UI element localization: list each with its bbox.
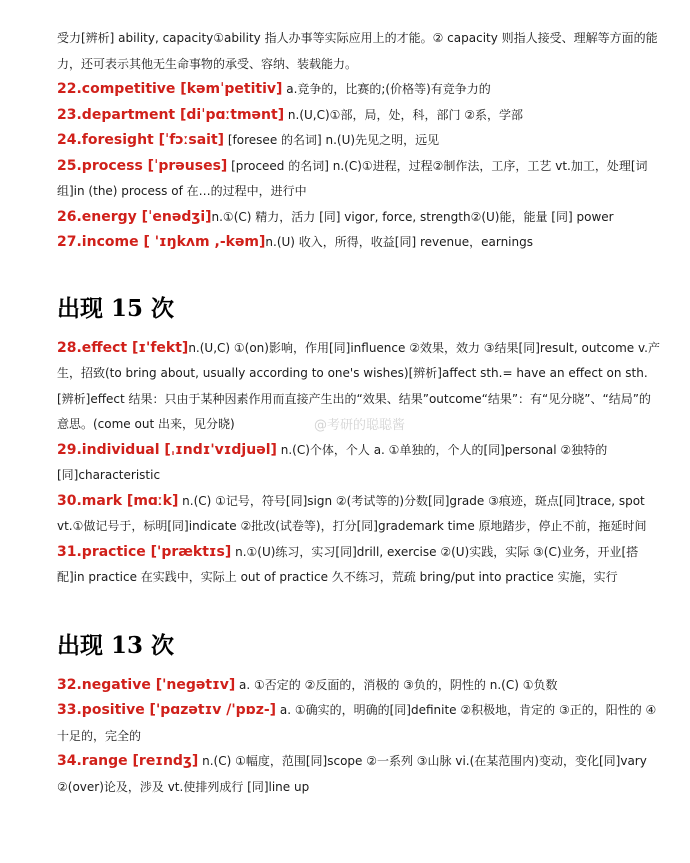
word-head: 25.process [ˈprəuses] <box>57 157 228 174</box>
watermark-text: @考研的聪聪酱 <box>314 418 406 433</box>
word-entry <box>57 77 660 103</box>
word-definition: n.(U) 收入，所得，收益[同] revenue，earnings <box>265 235 533 249</box>
word-group-3 <box>57 673 660 801</box>
word-entry <box>57 438 660 489</box>
word-definition: n.①(U)练习，实习[同]drill, exercise ②(U)实践，实际 ③(C)业务，开业[搭配]in practice 在实践中，实际上 out of practice 久不练习，荒疏 bring/put into practice 实施，实行 <box>57 544 639 584</box>
section-title-15: 出现 15 次 <box>57 294 175 322</box>
word-group-2 <box>57 336 660 591</box>
intro-paragraph: 受力[辨析] ability, capacity①ability 指人办事等实际应用上的才能。② capacity 则指人接受、理解等方面的能力，还可表示其他无生命事物的承受、容纳、装载能力。 <box>57 31 658 71</box>
word-definition: [proceed 的名词] n.(C)①进程，过程②制作法，工序，工艺 vt.加工，处理[词组]in (the) process of 在…的过程中，进行中 <box>57 158 648 198</box>
word-entry <box>57 336 660 438</box>
word-entry <box>57 205 660 231</box>
word-definition: n.(C) ①幅度，范围[同]scope ②一系列 ③山脉 vi.(在某范围内)变动，变化[同]vary ②(over)论及，涉及 vt.使排列成行 [同]line up <box>57 754 647 794</box>
word-head: 33.positive ['pɑzətɪv /'pɒz-] <box>57 702 277 718</box>
word-head: 28.effect [ɪ'fekt] <box>57 339 189 356</box>
word-entry <box>57 103 660 129</box>
word-definition: a. ①否定的 ②反面的，消极的 ③负的，阴性的 n.(C) ①负数 <box>235 677 558 692</box>
word-definition: n.(C) ①记号，符号[同]sign ②(考试等的)分数[同]grade ③痕迹，斑点[同]trace, spot vt.①做记号于，标明[同]indicate ②批改(试卷等)，打分[同]grademark time 原地踏步，停止不前，拖延时间 <box>57 493 647 533</box>
word-entry <box>57 540 660 591</box>
word-entry <box>57 673 660 699</box>
word-head: 22.competitive [kəmˈpetitiv] <box>57 81 283 97</box>
word-head: 24.foresight [ˈfɔːsait] <box>57 132 225 148</box>
word-head: 34.range [reɪndʒ] <box>57 753 199 769</box>
word-definition: [foresee 的名词] n.(U)先见之明，远见 <box>224 133 440 147</box>
word-entry <box>57 749 660 800</box>
word-definition: n.(U,C)①部，局，处，科，部门 ②系，学部 <box>284 107 524 122</box>
word-head: 26.energy [ˈenədʒi] <box>57 208 212 225</box>
word-entry <box>57 154 660 205</box>
word-definition: n.(C)个体，个人 a. ①单独的，个人的[同]personal ②独特的[同]characteristic <box>57 442 608 482</box>
word-definition: n.(U,C) ①(on)影响，作用[同]influence ②效果，效力 ③结果[同]result, outcome v.产生，招致(to bring about, usually according to one's wishes)[辨析]affect sth.= have an effect on sth.[辨析]effect 结果：只由于某种因素作用而直接产生出的“效果、结果”outcome“结果”：有“见分晓”、“结局”的意思。(come out 出来，见分晓) <box>57 340 660 431</box>
word-head: 23.department [diˈpɑːtmənt] <box>57 106 285 123</box>
word-head: 30.mark [mɑːk] <box>57 492 179 509</box>
word-definition: a.竞争的，比赛的;(价格等)有竞争力的 <box>282 82 491 96</box>
word-entry <box>57 128 660 154</box>
word-entry <box>57 698 660 749</box>
word-head: 27.income [ 'ɪŋkʌm ,-kəm] <box>57 234 266 250</box>
word-head: 29.individual [ˌɪndɪ'vɪdjuəl] <box>57 441 277 458</box>
word-entry <box>57 230 660 256</box>
word-head: 31.practice ['præktɪs] <box>57 543 232 560</box>
word-definition: n.①(C) 精力，活力 [同] vigor, force, strength②(U)能，能量 [同] power <box>211 209 614 224</box>
word-definition: a. ①确实的，明确的[同]definite ②积极地，肯定的 ③正的，阳性的 ④十足的，完全的 <box>57 703 657 743</box>
section-title-13: 出现 13 次 <box>57 631 175 659</box>
word-head: 32.negative ['negətɪv] <box>57 676 236 693</box>
word-group-1 <box>57 77 660 256</box>
word-entry <box>57 489 660 540</box>
